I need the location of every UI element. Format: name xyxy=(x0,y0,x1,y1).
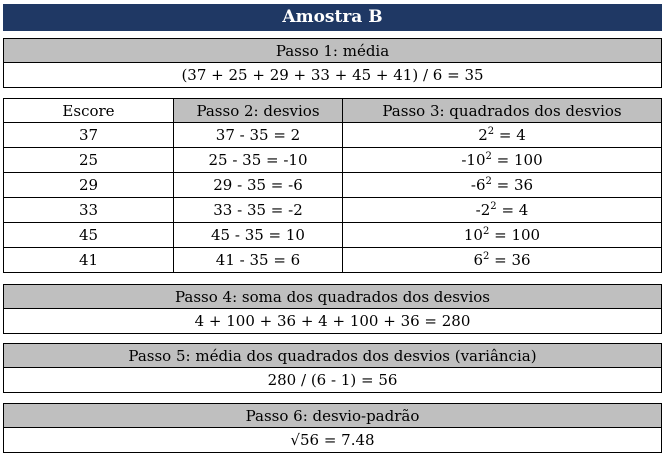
score-cell: 41 xyxy=(4,248,174,273)
step1-header: Passo 1: média xyxy=(4,39,662,63)
step5-formula: 280 / (6 - 1) = 56 xyxy=(4,368,662,393)
step6-header: Passo 6: desvio-padrão xyxy=(4,404,662,428)
deviation-cell: 37 - 35 = 2 xyxy=(173,123,342,148)
score-cell: 33 xyxy=(4,198,174,223)
col-header-score: Escore xyxy=(4,99,174,123)
squared-base: 2 xyxy=(478,126,488,144)
step1-formula: (37 + 25 + 29 + 33 + 45 + 41) / 6 = 35 xyxy=(4,63,662,88)
squared-deviation-cell xyxy=(343,198,662,223)
table-row xyxy=(4,123,662,148)
step4-formula: 4 + 100 + 36 + 4 + 100 + 36 = 280 xyxy=(4,309,662,334)
deviation-cell: 41 - 35 = 6 xyxy=(173,248,342,273)
table-row xyxy=(4,148,662,173)
step1-block xyxy=(3,38,662,88)
deviation-cell: 25 - 35 = -10 xyxy=(173,148,342,173)
squared-base: -2 xyxy=(475,201,491,219)
step5-block xyxy=(3,343,662,393)
col-header-squared: Passo 3: quadrados dos desvios xyxy=(343,99,662,123)
deviation-cell: 45 - 35 = 10 xyxy=(173,223,342,248)
squared-result: = 100 xyxy=(489,226,541,244)
squared-base: 10 xyxy=(463,226,483,244)
square-root-symbol: √ xyxy=(290,431,300,449)
squared-result: = 4 xyxy=(496,201,529,219)
squared-deviation-cell xyxy=(343,223,662,248)
squared-result: = 36 xyxy=(489,251,531,269)
deviation-cell: 33 - 35 = -2 xyxy=(173,198,342,223)
sample-title: Amostra B xyxy=(3,4,662,31)
score-cell: 37 xyxy=(4,123,174,148)
score-cell: 45 xyxy=(4,223,174,248)
squared-result: = 36 xyxy=(491,176,534,194)
squared-deviation-cell xyxy=(343,248,662,273)
table-row xyxy=(4,223,662,248)
step6-block xyxy=(3,403,662,453)
score-cell: 29 xyxy=(4,173,174,198)
squared-result: = 100 xyxy=(491,151,543,169)
squared-deviation-cell xyxy=(343,173,662,198)
step4-header: Passo 4: soma dos quadrados dos desvios xyxy=(4,285,662,309)
squared-base: -10 xyxy=(461,151,486,169)
step6-formula: 56 = 7.48 xyxy=(299,431,375,449)
exponent: 2 xyxy=(490,201,497,212)
step6-formula-cell xyxy=(4,428,662,453)
squared-deviation-cell xyxy=(343,148,662,173)
score-cell: 25 xyxy=(4,148,174,173)
step5-header: Passo 5: média dos quadrados dos desvios (variância) xyxy=(4,344,662,368)
col-header-deviation: Passo 2: desvios xyxy=(173,99,342,123)
table-row xyxy=(4,173,662,198)
exponent: 2 xyxy=(485,176,492,187)
table-row xyxy=(4,248,662,273)
exponent: 2 xyxy=(485,151,492,162)
exponent: 2 xyxy=(487,126,495,137)
squared-base: -6 xyxy=(470,176,486,194)
squared-base: 6 xyxy=(473,251,483,269)
step4-block xyxy=(3,284,662,334)
deviation-table xyxy=(3,98,662,273)
squared-result: = 4 xyxy=(494,126,526,144)
exponent: 2 xyxy=(482,251,490,262)
table-row xyxy=(4,198,662,223)
squared-deviation-cell xyxy=(343,123,662,148)
exponent: 2 xyxy=(482,226,490,237)
deviation-cell: 29 - 35 = -6 xyxy=(173,173,342,198)
